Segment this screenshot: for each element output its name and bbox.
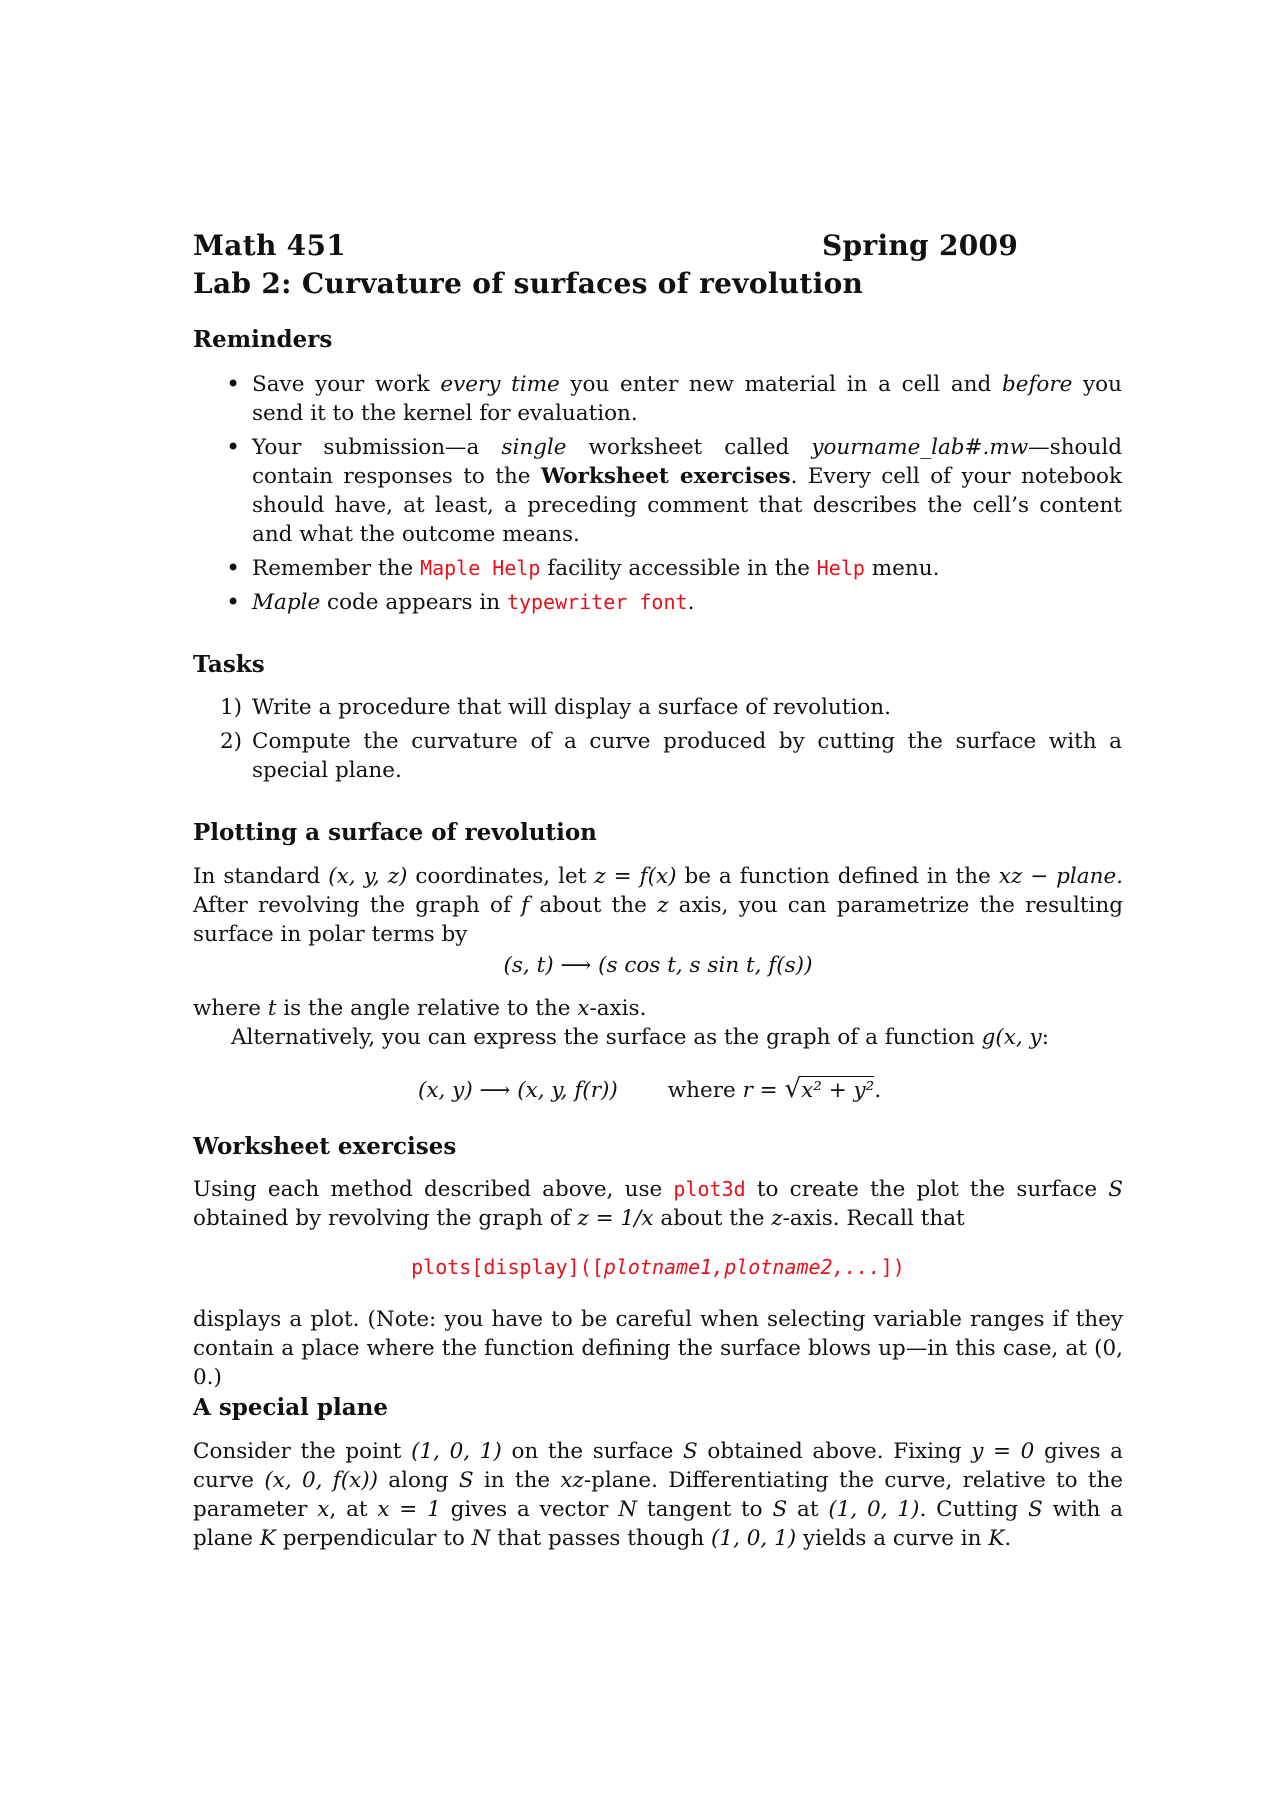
reminders-list	[222, 370, 1122, 622]
plot3d-code: plot3d	[673, 1177, 746, 1201]
term-label: Spring 2009	[822, 229, 1019, 262]
worksheet-heading: Worksheet exercises	[193, 1133, 457, 1160]
reminders-heading: Reminders	[193, 326, 333, 353]
graph-equation: (x, y) ⟶ (x, y, f(r)) where r = √x² + y².	[418, 1074, 882, 1104]
display-code-line: plots[display]([plotname1,plotname2,...])	[411, 1255, 905, 1279]
help-menu-code: Help	[816, 556, 865, 580]
polar-equation: (s, t) ⟶ (s cos t, s sin t, f(s))	[503, 953, 813, 978]
lab-title: Lab 2: Curvature of surfaces of revolution	[193, 267, 864, 300]
plotting-heading: Plotting a surface of revolution	[193, 819, 597, 846]
list-item: 1) Write a procedure that will display a surface of revolution.	[220, 695, 891, 720]
plotting-paragraph: In standard (x, y, z) coordinates, let z = f(x) be a function defined in the xz − plane. After revolving the graph of f about the z axis, you can parametrize the resulting surface in polar terms by	[193, 864, 1123, 947]
tasks-list	[222, 693, 1122, 790]
worksheet-paragraph: Using each method described above, use plot3d to create the plot the surface S obtained by revolving the graph of z = 1/x about the z-axis. Recall that	[193, 1177, 1123, 1231]
special-plane-heading: A special plane	[193, 1394, 388, 1421]
angle-note: where t is the angle relative to the x-axis.	[193, 996, 647, 1021]
typewriter-code: typewriter font	[506, 590, 688, 614]
list-item: • Your submission—a single worksheet called yourname_lab#.mw—should contain responses to the Worksheet exercises. Every cell of your notebook should have, at least, a preceding comment that describes the cell’s content and what the outcome means.	[222, 433, 1122, 549]
display-note: displays a plot. (Note: you have to be careful when selecting variable ranges if they contain a place where the function defining the surface blows up—in this case, at (0, 0.)	[193, 1307, 1123, 1390]
alternative-note: Alternatively, you can express the surface as the graph of a function g(x, y:	[231, 1025, 1049, 1050]
special-plane-paragraph: Consider the point (1, 0, 1) on the surface S obtained above. Fixing y = 0 gives a curve (x, 0, f(x)) along S in the xz-plane. Differentiating the curve, relative to the parameter x, at x = 1 gives a vector N tangent to S at (1, 0, 1). Cutting S with a plane K perpendicular to N that passes though (1, 0, 1) yields a curve in K.	[193, 1439, 1124, 1551]
list-item: • Remember the Maple Help facility accessible in the Help menu.	[222, 554, 1122, 583]
list-item: • Maple code appears in typewriter font.	[222, 588, 1122, 617]
tasks-heading: Tasks	[193, 651, 265, 678]
list-item: • Save your work every time you enter new material in a cell and before you send it to the kernel for evaluation.	[222, 370, 1122, 428]
maple-help-code: Maple Help	[420, 556, 541, 580]
course-title: Math 451	[193, 229, 347, 262]
list-item: 2) Compute the curvature of a curve produced by cutting the surface with a special plane.	[220, 729, 1122, 783]
